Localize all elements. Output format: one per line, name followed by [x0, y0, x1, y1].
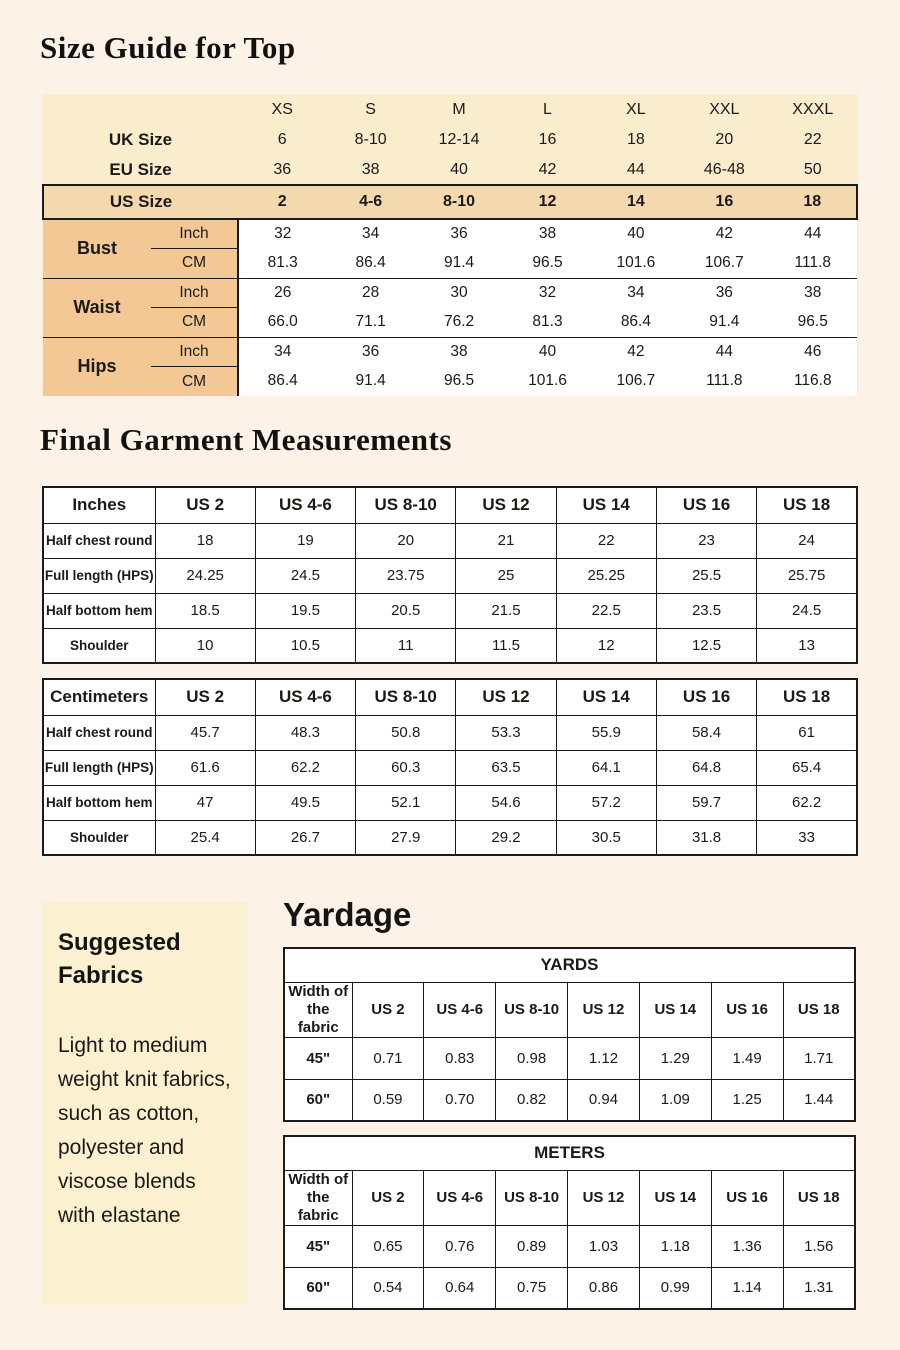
column-header: Width of the fabric	[284, 1170, 352, 1225]
table-cell: 48.3	[255, 715, 355, 750]
table-cell: 32	[238, 219, 326, 249]
table-row	[43, 750, 857, 785]
page-title: Size Guide for Top	[40, 30, 296, 65]
table-cell: 42	[592, 337, 680, 367]
table-cell: 71.1	[326, 308, 414, 338]
table-cell: 36	[326, 337, 414, 367]
table-cell: 52.1	[356, 785, 456, 820]
table-cell: 0.86	[568, 1267, 640, 1309]
table-cell: 33	[757, 820, 857, 855]
table-row	[43, 367, 857, 397]
table-header-row	[43, 679, 857, 715]
table-cell: 34	[592, 278, 680, 308]
table-cell: 22.5	[556, 593, 656, 628]
table-cell: US 16	[656, 487, 756, 523]
table-cell: 1.36	[711, 1225, 783, 1267]
table-cell: 40	[503, 337, 591, 367]
table-cell: 81.3	[238, 249, 326, 279]
table-cell: 23.5	[656, 593, 756, 628]
table-cell: 30	[415, 278, 503, 308]
table-cell: 20	[356, 523, 456, 558]
table-cell: 32	[503, 278, 591, 308]
suggested-fabrics-panel	[42, 902, 248, 1305]
table-cell: 18.5	[155, 593, 255, 628]
table-cell: 44	[769, 219, 857, 249]
table-cell: 45.7	[155, 715, 255, 750]
row-label: 45"	[284, 1225, 352, 1267]
bottom-section	[42, 896, 900, 1310]
table-cell: 91.4	[680, 308, 768, 338]
table-cell: 10.5	[255, 628, 355, 663]
unit-label: Inch	[151, 278, 238, 308]
table-cell: 57.2	[556, 785, 656, 820]
table-cell: 1.12	[568, 1037, 640, 1079]
table-row-highlighted	[43, 185, 857, 219]
table-header-row	[284, 982, 855, 1037]
table-cell: 76.2	[415, 308, 503, 338]
unit-label: CM	[151, 367, 238, 397]
table-cell: 38	[503, 219, 591, 249]
table-row	[43, 219, 857, 249]
table-cell: US 4-6	[255, 679, 355, 715]
table-cell: US 12	[456, 487, 556, 523]
unit-label: CM	[151, 308, 238, 338]
table-row	[284, 1267, 855, 1309]
table-cell: 24	[757, 523, 857, 558]
table-cell: 61.6	[155, 750, 255, 785]
table-cell: 91.4	[415, 249, 503, 279]
table-cell: XXL	[709, 100, 740, 118]
table-cell: 25.25	[556, 558, 656, 593]
group-label: Hips	[43, 337, 151, 396]
row-label: Full length (HPS)	[43, 558, 155, 593]
table-row	[43, 249, 857, 279]
table-cell: XXXL	[792, 100, 834, 118]
table-cell: 86.4	[238, 367, 326, 397]
table-cell: 0.99	[639, 1267, 711, 1309]
table-cell: 18	[627, 131, 645, 148]
table-cell: US 12	[456, 679, 556, 715]
table-cell: US 14	[639, 1170, 711, 1225]
row-label: Half bottom hem	[43, 785, 155, 820]
table-cell: 38	[361, 160, 380, 178]
table-cell: 1.03	[568, 1225, 640, 1267]
table-cell: 111.8	[680, 367, 768, 397]
table-cell: 0.98	[496, 1037, 568, 1079]
table-cell: US 18	[757, 679, 857, 715]
unit-header: Centimeters	[43, 679, 155, 715]
table-cell: 0.54	[352, 1267, 424, 1309]
table-cell: 25.75	[757, 558, 857, 593]
table-row	[43, 278, 857, 308]
table-cell: 26	[238, 278, 326, 308]
table-cell: US 18	[757, 487, 857, 523]
table-cell: 12-14	[438, 131, 480, 148]
table-cell: L	[543, 100, 552, 118]
corner-cell	[43, 94, 238, 125]
section-title-yardage: Yardage	[283, 896, 412, 933]
table-title-row	[284, 948, 855, 982]
table-cell: 24.5	[255, 558, 355, 593]
table-cell: US 14	[556, 679, 656, 715]
table-cell: 40	[592, 219, 680, 249]
row-label: EU Size	[109, 159, 172, 179]
table-cell: 42	[680, 219, 768, 249]
table-cell: 0.65	[352, 1225, 424, 1267]
table-cell: 24.5	[757, 593, 857, 628]
size-conversion-table	[42, 94, 858, 396]
table-cell: 0.83	[424, 1037, 496, 1079]
table-row	[43, 125, 857, 155]
table-cell: 96.5	[769, 308, 857, 338]
table-cell: 63.5	[456, 750, 556, 785]
table-cell: 29.2	[456, 820, 556, 855]
table-cell: 6	[277, 131, 287, 148]
table-cell: 24.25	[155, 558, 255, 593]
table-header-row	[43, 487, 857, 523]
table-cell: 42	[538, 160, 557, 178]
table-cell: 26.7	[255, 820, 355, 855]
table-cell: US 2	[352, 1170, 424, 1225]
table-cell: 106.7	[680, 249, 768, 279]
table-row	[284, 1037, 855, 1079]
column-header: Width of the fabric	[284, 982, 352, 1037]
table-cell: 66.0	[238, 308, 326, 338]
row-label: Half bottom hem	[43, 593, 155, 628]
table-cell: 31.8	[656, 820, 756, 855]
table-cell: 22	[556, 523, 656, 558]
table-cell: US 4-6	[424, 982, 496, 1037]
table-cell: 25.5	[656, 558, 756, 593]
section-title-final-garment: Final Garment Measurements	[40, 422, 452, 457]
table-cell: 0.82	[496, 1079, 568, 1121]
row-label: Shoulder	[43, 820, 155, 855]
table-cell: 11.5	[456, 628, 556, 663]
table-cell: US 18	[783, 1170, 855, 1225]
table-cell: 19.5	[255, 593, 355, 628]
table-cell: 21	[456, 523, 556, 558]
table-cell: 23.75	[356, 558, 456, 593]
table-cell: 54.6	[456, 785, 556, 820]
table-cell: 20	[715, 131, 734, 148]
table-cell: 49.5	[255, 785, 355, 820]
table-cell: 4-6	[326, 185, 414, 219]
table-cell: 28	[326, 278, 414, 308]
table-cell: 116.8	[769, 367, 857, 397]
table-cell: 22	[803, 131, 822, 148]
table-cell: 18	[155, 523, 255, 558]
table-cell: 20.5	[356, 593, 456, 628]
table-cell: 64.8	[656, 750, 756, 785]
row-label: Half chest round	[43, 715, 155, 750]
unit-header: Inches	[43, 487, 155, 523]
table-cell: 40	[450, 160, 468, 178]
table-cell: 50	[803, 160, 822, 178]
table-cell: US 8-10	[496, 1170, 568, 1225]
table-cell: 60.3	[356, 750, 456, 785]
unit-label: CM	[151, 249, 238, 279]
table-cell: 38	[769, 278, 857, 308]
table-cell: 47	[155, 785, 255, 820]
table-cell: 1.25	[711, 1079, 783, 1121]
garment-measurements-centimeters-table	[42, 678, 858, 856]
table-cell: 0.70	[424, 1079, 496, 1121]
table-row	[284, 1225, 855, 1267]
table-cell: 16	[538, 131, 557, 148]
table-cell: 86.4	[326, 249, 414, 279]
table-title: METERS	[284, 1136, 855, 1170]
table-cell: 96.5	[503, 249, 591, 279]
suggested-fabrics-title: Suggested Fabrics	[58, 929, 181, 989]
table-cell: US 8-10	[356, 487, 456, 523]
table-row	[43, 785, 857, 820]
row-label: 60"	[284, 1079, 352, 1121]
table-cell: 11	[356, 628, 456, 663]
table-cell: 1.49	[711, 1037, 783, 1079]
table-cell: 1.14	[711, 1267, 783, 1309]
table-cell: 61	[757, 715, 857, 750]
table-cell: 36	[680, 278, 768, 308]
table-cell: 86.4	[592, 308, 680, 338]
row-label: Shoulder	[43, 628, 155, 663]
table-row	[43, 308, 857, 338]
table-cell: XS	[271, 100, 293, 118]
yardage-yards-table	[283, 947, 856, 1122]
table-cell: US 14	[639, 982, 711, 1037]
row-label: Half chest round	[43, 523, 155, 558]
row-label: US Size	[43, 185, 238, 219]
table-cell: 34	[326, 219, 414, 249]
table-cell: 19	[255, 523, 355, 558]
row-label: Full length (HPS)	[43, 750, 155, 785]
table-cell: 0.76	[424, 1225, 496, 1267]
table-cell: 0.64	[424, 1267, 496, 1309]
table-cell: 1.31	[783, 1267, 855, 1309]
table-row	[284, 1079, 855, 1121]
table-cell: US 2	[155, 487, 255, 523]
table-cell: 0.89	[496, 1225, 568, 1267]
table-cell: 50.8	[356, 715, 456, 750]
table-cell: 30.5	[556, 820, 656, 855]
table-cell: 96.5	[415, 367, 503, 397]
table-cell: 65.4	[757, 750, 857, 785]
table-cell: 1.18	[639, 1225, 711, 1267]
table-cell: S	[365, 100, 376, 118]
unit-label: Inch	[151, 337, 238, 367]
table-cell: US 16	[656, 679, 756, 715]
table-cell: 0.75	[496, 1267, 568, 1309]
table-cell: 27.9	[356, 820, 456, 855]
table-header-row	[284, 1170, 855, 1225]
table-cell: US 14	[556, 487, 656, 523]
table-cell: 0.94	[568, 1079, 640, 1121]
suggested-fabrics-text: Light to medium weight knit fabrics, such as cotton, polyester and viscose blends with elastane	[58, 1034, 231, 1227]
table-cell: US 4-6	[424, 1170, 496, 1225]
table-cell: 101.6	[592, 249, 680, 279]
table-cell: 1.44	[783, 1079, 855, 1121]
group-label: Bust	[43, 219, 151, 278]
table-row	[43, 715, 857, 750]
table-cell: US 12	[568, 1170, 640, 1225]
table-cell: 36	[415, 219, 503, 249]
table-title-row	[284, 1136, 855, 1170]
row-label: 45"	[284, 1037, 352, 1079]
table-row	[43, 628, 857, 663]
table-cell: 101.6	[503, 367, 591, 397]
table-cell: 1.09	[639, 1079, 711, 1121]
table-cell: 16	[680, 185, 768, 219]
table-row	[43, 593, 857, 628]
table-cell: 81.3	[503, 308, 591, 338]
table-cell: US 8-10	[356, 679, 456, 715]
table-cell: 12.5	[656, 628, 756, 663]
table-cell: 12	[503, 185, 591, 219]
table-cell: 46-48	[703, 160, 745, 178]
table-cell: 46	[769, 337, 857, 367]
table-cell: 58.4	[656, 715, 756, 750]
table-cell: US 18	[783, 982, 855, 1037]
table-cell: 55.9	[556, 715, 656, 750]
table-cell: 23	[656, 523, 756, 558]
table-cell: 18	[769, 185, 857, 219]
table-cell: 0.59	[352, 1079, 424, 1121]
table-cell: M	[452, 100, 466, 118]
table-cell: 25	[456, 558, 556, 593]
table-cell: US 8-10	[496, 982, 568, 1037]
table-cell: 12	[556, 628, 656, 663]
table-cell: 38	[415, 337, 503, 367]
table-cell: 8-10	[415, 185, 503, 219]
table-row	[43, 820, 857, 855]
row-label: UK Size	[108, 130, 173, 149]
table-row	[43, 155, 857, 185]
unit-label: Inch	[151, 219, 238, 249]
table-row	[43, 523, 857, 558]
table-cell: 34	[238, 337, 326, 367]
table-cell: 62.2	[255, 750, 355, 785]
table-cell: 1.56	[783, 1225, 855, 1267]
table-cell: 53.3	[456, 715, 556, 750]
table-cell: 25.4	[155, 820, 255, 855]
table-cell: 64.1	[556, 750, 656, 785]
row-label: 60"	[284, 1267, 352, 1309]
table-cell: 59.7	[656, 785, 756, 820]
table-cell: 106.7	[592, 367, 680, 397]
group-label: Waist	[43, 278, 151, 337]
table-cell: 8-10	[354, 131, 387, 148]
table-cell: US 16	[711, 982, 783, 1037]
table-cell: 111.8	[769, 249, 857, 279]
table-title: YARDS	[284, 948, 855, 982]
table-cell: 36	[273, 160, 292, 178]
table-cell: 1.29	[639, 1037, 711, 1079]
table-cell: XL	[626, 100, 646, 118]
table-cell: 2	[238, 185, 326, 219]
table-cell: US 4-6	[255, 487, 355, 523]
table-cell: 21.5	[456, 593, 556, 628]
table-cell: 13	[757, 628, 857, 663]
yardage-column	[283, 896, 856, 1310]
table-row	[43, 94, 857, 125]
table-cell: US 2	[155, 679, 255, 715]
table-row	[43, 337, 857, 367]
table-cell: 91.4	[326, 367, 414, 397]
table-cell: US 16	[711, 1170, 783, 1225]
table-cell: 1.71	[783, 1037, 855, 1079]
table-row	[43, 558, 857, 593]
table-cell: 44	[627, 160, 645, 178]
table-cell: 0.71	[352, 1037, 424, 1079]
table-cell: 14	[592, 185, 680, 219]
garment-measurements-inches-table	[42, 486, 858, 664]
table-cell: 62.2	[757, 785, 857, 820]
table-cell: US 2	[352, 982, 424, 1037]
yardage-meters-table	[283, 1135, 856, 1310]
table-cell: US 12	[568, 982, 640, 1037]
table-cell: 10	[155, 628, 255, 663]
table-cell: 44	[680, 337, 768, 367]
